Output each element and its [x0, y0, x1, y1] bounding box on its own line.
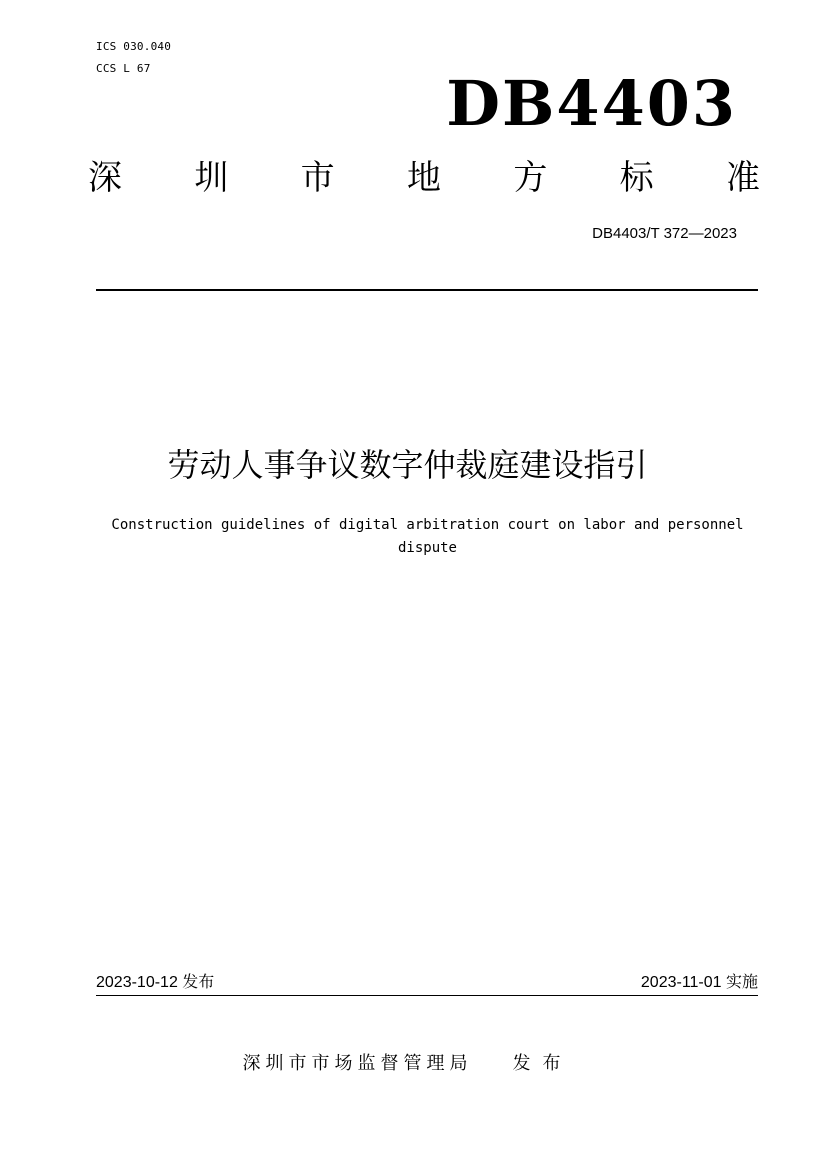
- standard-type-char: 地: [406, 158, 441, 198]
- standard-type: [88, 154, 760, 202]
- standard-mark: DB4403: [446, 67, 737, 140]
- ccs-code: CCS L 67: [96, 62, 151, 75]
- bottom-divider: [96, 995, 758, 996]
- ics-code: ICS 030.040: [96, 40, 172, 53]
- standard-type-char: 市: [300, 158, 335, 198]
- issuer-name: 深圳市市场监督管理局: [242, 1053, 473, 1074]
- document-title-en: Construction guidelines of digital arbitration court on labor and personnel dispute: [111, 517, 744, 556]
- standard-type-char: 准: [725, 158, 760, 198]
- implementation-date: 2023-11-01 实施: [640, 974, 758, 991]
- standard-number: DB4403/T 372—2023: [592, 225, 737, 242]
- issuer-line: [0, 1051, 815, 1077]
- standard-type-char: 圳: [194, 158, 229, 198]
- standard-type-char: 深: [88, 158, 122, 198]
- issue-date: 2023-10-12 发布: [96, 974, 215, 991]
- standard-type-char: 标: [619, 158, 654, 198]
- top-divider: [96, 289, 758, 291]
- document-title-cn: 劳动人事争议数字仲裁庭建设指引: [167, 446, 648, 484]
- issuer-verb: 发布: [512, 1053, 573, 1074]
- standard-type-char: 方: [513, 158, 548, 198]
